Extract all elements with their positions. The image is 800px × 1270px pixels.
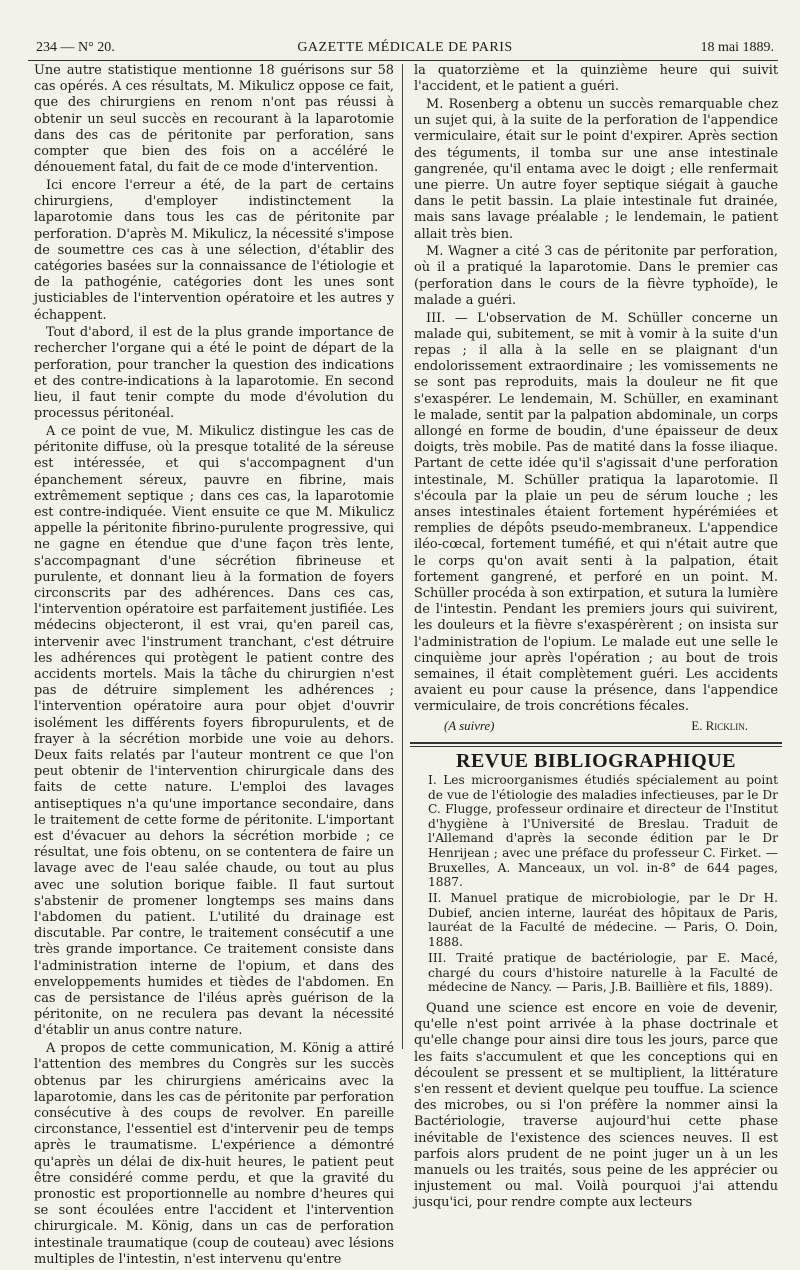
- paragraph: Une autre statistique mentionne 18 guérisons sur 58 cas opérés. A ces résultats, M. Mikulicz oppose ce fait, que des chirurgiens en renom n'ont pas réussi à obtenir un seul succès en recourant à la laparotomie dans des cas de péritonite par perforation, sans compter que bien des fois on a accéléré le dénouement fatal, du fait de ce mode d'intervention.: [34, 63, 394, 176]
- paragraph: M. Rosenberg a obtenu un succès remarquable chez un sujet qui, à la suite de la perforation de l'appendice vermiculaire, était sur le point d'expirer. Après section des téguments, il tomba sur une anse intestinale gangrenée, qu'il entama avec le doigt ; elle renfermait une pierre. Un autre foyer septique siégait à gauche dans le petit bassin. La plaie intestinale fut drainée, mais sans lavage préalable ; le lendemain, le patient allait très bien.: [414, 96, 778, 242]
- page-header: [36, 40, 774, 60]
- paragraph: Ici encore l'erreur a été, de la part de certains chirurgiens, d'employer indistinctement la laparotomie dans tous les cas de péritonite par perforation. D'après M. Mikulicz, la nécessité s'impose de soumettre ces cas à une sélection, d'établir des catégories basées sur la connaissance de l'étiologie et de la pathogénie, catégories dont les unes sont justiciables de l'intervention opératoire et les autres y échappent.: [34, 177, 394, 323]
- journal-title: GAZETTE MÉDICALE DE PARIS: [297, 40, 513, 55]
- article-signoff: [414, 718, 778, 734]
- paragraph: III. — L'observation de M. Schüller concerne un malade qui, subitement, se mit à vomir à la suite d'un repas ; il alla à la selle en se plaignant d'un endolorissement extraordinaire ; les vomissements ne se sont pas reproduits, mais la douleur ne fit que s'exaspérer. Le lendemain, M. Schüller, en examinant le malade, sentit par la palpation abdominale, un corps allongé en forme de boudin, d'une épaisseur de deux doigts, très mobile. Pas de matité dans la fosse iliaque. Partant de cette idée qu'il s'agissait d'une perforation intestinale, M. Schüller pratiqua la laparotomie. Il s'écoula par la plaie un peu de sérum louche ; les anses intestinales étaient fortement hypérémiées et remplies de dépôts pseudo-membraneux. L'appendice iléo-cœcal, fortement tuméfié, et qui n'était autre que le corps qu'on avait senti à la palpation, était fortement gangrené, et perforé en un point. M. Schüller procéda à son extirpation, et sutura la lumière de l'intestin. Pendant les premiers jours qui suivirent, les douleurs et la fièvre s'exaspérèrent ; on insista sur l'administration de l'opium. Le malade eut une selle le cinquième jour après l'opération ; au bout de trois semaines, il était complètement guéri. Les accidents avaient eu pour cause la présence, dans l'appendice vermiculaire, de trois concrétions fécales.: [414, 310, 778, 715]
- paragraph: A ce point de vue, M. Mikulicz distingue les cas de péritonite diffuse, où la presque totalité de la séreuse est intéressée, et qui s'accompagnent d'un épanchement séreux, pauvre en fibrine, mais extrêmement septique ; dans ces cas, la laparotomie est contre-indiquée. Vient ensuite ce que M. Mikulicz appelle la péritonite fibrino-purulente progressive, qui ne gagne en étendue que d'une façon très lente, s'accompagnant d'une sécrétion fibrineuse et purulente, et donnant lieu à la formation de foyers circonscrits par des adhérences. Dans ces cas, l'intervention opératoire est parfaitement justifiée. Les médecins objecteront, il est vrai, qu'en pareil cas, intervenir avec l'instrument tranchant, c'est détruire les adhérences qui protègent le patient contre des accidents mortels. Mais la tâche du chirurgien n'est pas de détruire simplement les adhérences ; l'intervention opératoire aura pour objet d'ouvrir isolément les différents foyers fibropurulents, et de frayer à la sécrétion morbide une voie au dehors. Deux faits relatés par l'auteur montrent ce que l'on peut obtenir de l'intervention chirurgicale dans des faits de cette nature. L'emploi des lavages antiseptiques n'a qu'une importance secondaire, dans le traitement de cette forme de péritonite. L'important est d'évacuer au dehors la sécrétion morbide ; ce résultat, une fois obtenu, on se contentera de faire un lavage avec de l'eau salée chaude, ou tout au plus avec une solution borique faible. Il faut surtout s'abstenir de promener longtemps ses mains dans l'abdomen du patient. L'utilité du drainage est discutable. Par contre, le traitement consécutif a une très grande importance. Ce traitement consiste dans l'administration interne de l'opium, et dans des enveloppements humides et tièdes de l'abdomen. En cas de persistance de l'iléus après guérison de la péritonite, on ne reculera pas devant la nécessité d'établir un anus contre nature.: [34, 423, 394, 1039]
- bibliography-entry: I. Les microorganismes étudiés spécialement au point de vue de l'étiologie des maladies infectieuses, par le Dr C. Flugge, professeur ordinaire et directeur de l'Institut d'hygiène à l'Université de Breslau. Traduit de l'Allemand d'après la seconde édition par le Dr Henrijean ; avec une préface du professeur C. Firket. — Bruxelles, A. Manceaux, un vol. in-8° de 644 pages, 1887.: [428, 773, 778, 890]
- paragraph: M. Wagner a cité 3 cas de péritonite par perforation, où il a pratiqué la laparotomie. Dans le premier cas (perforation dans le cours de la fièvre typhoïde), le malade a guéri.: [414, 244, 778, 308]
- column-divider: [402, 64, 403, 1049]
- header-rule: [28, 60, 778, 61]
- section-title: REVUE BIBLIOGRAPHIQUE: [456, 749, 736, 772]
- paragraph: Tout d'abord, il est de la plus grande importance de rechercher l'organe qui a été le point de départ de la perforation, pour trancher la question des indications et des contre-indications à la laparotomie. En second lieu, il faut tenir compte du mode d'évolution du processus péritonéal.: [34, 325, 394, 422]
- issue-date: 18 mai 1889.: [700, 40, 774, 55]
- bibliography-list: [414, 773, 778, 995]
- paragraph: la quatorzième et la quinzième heure qui suivit l'accident, et le patient a guéri.: [414, 63, 778, 95]
- right-column: [414, 63, 778, 1213]
- review-body: Quand une science est encore en voie de devenir, qu'elle n'est point arrivée à la phase doctrinale et qu'elle change pour ainsi dire tous les jours, parce que les faits s'accumulent et que les conceptions qui en découlent se pressent et se multiplient, la littérature s'en ressent et devient quelque peu touffue. La science des microbes, ou si l'on préfère la nommer ainsi la Bactériologie, traverse aujourd'hui cette phase inévitable de l'existence des sciences neuves. Il est parfois alors prudent de ne point juger un à un les manuels ou les traités, sous peine de les apprécier ou injustement ou mal. Voilà pourquoi j'ai attendu jusqu'ici, pour rendre compte aux lecteurs: [414, 1000, 778, 1211]
- section-rule: [410, 742, 782, 744]
- paragraph: A propos de cette communication, M. König a attiré l'attention des membres du Congrès sur les succès obtenus par les chirurgiens américains avec la laparotomie, dans les cas de péritonite par perforation consécutive à des coups de revolver. En pareille circonstance, l'essentiel est d'intervenir peu de temps après le traumatisme. L'expérience a démontré qu'après un délai de dix-huit heures, le patient peut être considéré comme perdu, et que la gravité du pronostic est proportionnelle au nombre d'heures qui se sont écoulées entre l'accident et l'intervention chirurgicale. M. König, dans un cas de perforation intestinale traumatique (coup de couteau) avec lésions multiples de l'intestin, n'est intervenu qu'entre: [34, 1041, 394, 1267]
- left-column: [34, 63, 394, 1270]
- bibliography-entry: III. Traité pratique de bactériologie, par E. Macé, chargé du cours d'histoire naturelle à la Faculté de médecine de Nancy. — Paris, J.B. Baillière et fils, 1889).: [428, 951, 778, 995]
- to-be-continued: (A suivre): [444, 718, 495, 733]
- author-signature: E. Ricklin.: [691, 718, 748, 733]
- bibliography-entry: II. Manuel pratique de microbiologie, par le Dr H. Dubief, ancien interne, lauréat des hôpitaux de Paris, lauréat de la Faculté de médecine. — Paris, O. Doin, 1888.: [428, 891, 778, 950]
- section-rule-thin: [410, 746, 782, 747]
- page-number: 234 — N° 20.: [36, 40, 115, 55]
